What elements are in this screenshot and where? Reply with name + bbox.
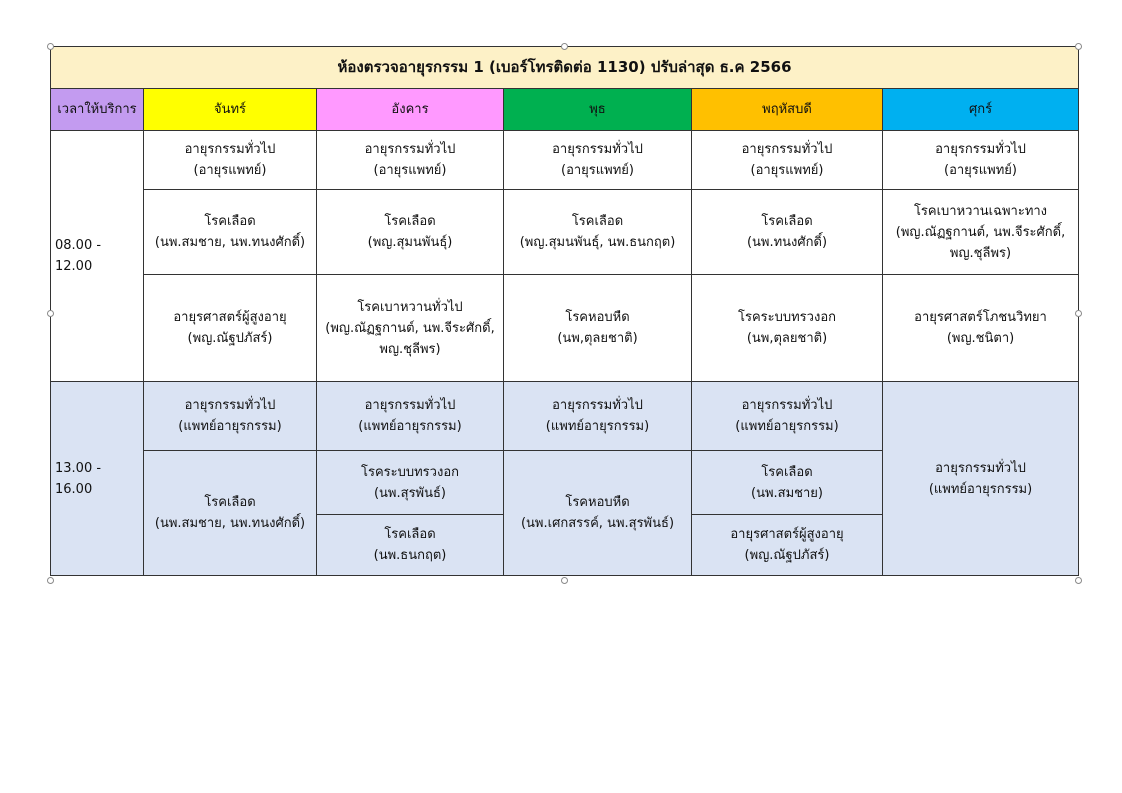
cell-line: (แพทย์อายุรกรรม)	[178, 419, 282, 434]
cell-line: พญ.ชุลีพร)	[949, 245, 1012, 261]
header-wednesday: พุธ	[504, 89, 692, 131]
cell-line: อายุรศาสตร์ผู้สูงอายุ	[730, 527, 844, 542]
cell-line: (อายุรแพทย์)	[944, 163, 1017, 178]
cell-line: (พญ.สุมนพันธุ์)	[367, 235, 453, 250]
cell-line: (พญ.ณัฏฐกานต์, นพ.จีระศักดิ์,	[895, 224, 1066, 240]
schedule-table	[50, 46, 1079, 576]
cell-line: อายุรกรรมทั่วไป	[741, 142, 833, 157]
pm-tue-3	[317, 515, 504, 576]
cell-line: (นพ.สมชาย, นพ.ทนงศักดิ์)	[154, 516, 306, 531]
am-thu-1	[692, 131, 883, 190]
cell-line: โรคเลือด	[204, 495, 256, 510]
resize-handle-tl[interactable]	[47, 43, 54, 50]
am-thu-2	[692, 190, 883, 275]
cell-line: อายุรกรรมทั่วไป	[552, 142, 643, 157]
cell-line: โรคเลือด	[761, 464, 813, 480]
am-wed-1	[504, 131, 692, 190]
cell-line: โรคระบบทรวงอก	[360, 464, 459, 480]
pm-thu-3	[692, 515, 883, 576]
cell-line: (อายุรแพทย์)	[373, 163, 447, 178]
am-mon-2	[144, 190, 317, 275]
cell-line: อายุรกรรมทั่วไป	[741, 398, 833, 413]
cell-line: อายุรกรรมทั่วไป	[364, 398, 456, 413]
cell-line: อายุรกรรมทั่วไป	[364, 142, 456, 157]
cell-line: (แพทย์อายุรกรรม)	[358, 419, 462, 434]
cell-line: (แพทย์อายุรกรรม)	[928, 481, 1033, 497]
pm-tue-1	[317, 382, 504, 451]
cell-line: (พญ.สุมนพันธุ์, นพ.ธนกฤต)	[519, 235, 676, 250]
cell-line: อายุรกรรมทั่วไป	[184, 398, 276, 413]
pm-thu-2	[692, 451, 883, 515]
time-afternoon: 13.00 - 16.00	[51, 382, 144, 576]
am-thu-3	[692, 275, 883, 382]
cell-line: อายุรกรรมทั่วไป	[552, 398, 643, 413]
am-wed-3	[504, 275, 692, 382]
pm-tue-2	[317, 451, 504, 515]
am-tue-2	[317, 190, 504, 275]
pm-mon-2	[144, 451, 317, 576]
cell-line: โรคเลือด	[384, 527, 436, 542]
pm-mon-1	[144, 382, 317, 451]
cell-line: อายุรกรรมทั่วไป	[184, 142, 276, 157]
pm-wed-1	[504, 382, 692, 451]
cell-line: (นพ,ตุลยชาติ)	[557, 331, 638, 346]
header-friday: ศุกร์	[883, 89, 1079, 131]
cell-line: (อายุรแพทย์)	[193, 163, 267, 178]
cell-line: อายุรกรรมทั่วไป	[935, 460, 1026, 476]
cell-line: (นพ.ธนกฤต)	[373, 548, 447, 563]
cell-line: (แพทย์อายุรกรรม)	[735, 419, 839, 434]
cell-line: อายุรศาสตร์โภชนวิทยา	[914, 310, 1047, 325]
cell-line: (นพ.สุรพันธ์)	[373, 485, 447, 501]
resize-handle-ml[interactable]	[47, 310, 54, 317]
cell-line: โรคเลือด	[761, 214, 813, 229]
page-title: ห้องตรวจอายุรกรรม 1 (เบอร์โทรติดต่อ 1130) ปรับล่าสุด ธ.ค 2566	[51, 47, 1079, 89]
am-tue-1	[317, 131, 504, 190]
header-tuesday: อังคาร	[317, 89, 504, 131]
pm-fri	[883, 382, 1079, 576]
cell-line: (นพ,ตุลยชาติ)	[746, 331, 828, 346]
cell-line: โรคเบาหวานทั่วไป	[357, 299, 463, 315]
cell-line: (นพ.ทนงศักดิ์)	[746, 235, 828, 250]
time-morning: 08.00 - 12.00	[51, 131, 144, 382]
header-row	[51, 89, 1079, 131]
resize-handle-tr[interactable]	[1075, 43, 1082, 50]
cell-line: (อายุรแพทย์)	[561, 163, 634, 178]
resize-handle-tm[interactable]	[561, 43, 568, 50]
header-time: เวลาให้บริการ	[51, 89, 144, 131]
am-mon-3	[144, 275, 317, 382]
cell-line: โรคเลือด	[384, 214, 436, 229]
cell-line: (พญ.ณัฐปภัสร์)	[744, 548, 830, 563]
cell-line: (พญ.ณัฏฐกานต์, นพ.จีระศักดิ์,	[325, 320, 495, 336]
cell-line: (นพ.สมชาย, นพ.ทนงศักดิ์)	[154, 235, 306, 250]
cell-line: (อายุรแพทย์)	[750, 163, 824, 178]
cell-line: โรคระบบทรวงอก	[737, 310, 836, 325]
cell-line: (พญ.ชนิตา)	[946, 331, 1015, 346]
cell-line: พญ.ชุลีพร)	[379, 341, 441, 357]
cell-line: (แพทย์อายุรกรรม)	[545, 419, 650, 434]
header-monday: จันทร์	[144, 89, 317, 131]
header-thursday: พฤหัสบดี	[692, 89, 883, 131]
am-wed-2	[504, 190, 692, 275]
am-fri-1	[883, 131, 1079, 190]
am-mon-1	[144, 131, 317, 190]
pm-thu-1	[692, 382, 883, 451]
pm-wed-2	[504, 451, 692, 576]
cell-line: โรคเบาหวานเฉพาะทาง	[913, 203, 1048, 219]
schedule-frame	[50, 46, 1078, 580]
cell-line: (นพ.เศกสรรค์, นพ.สุรพันธ์)	[520, 516, 675, 531]
cell-line: (นพ.สมชาย)	[751, 485, 823, 501]
am-fri-2	[883, 190, 1079, 275]
cell-line: โรคเลือด	[571, 214, 624, 229]
resize-handle-bm[interactable]	[561, 577, 568, 584]
resize-handle-mr[interactable]	[1075, 310, 1082, 317]
am-fri-3	[883, 275, 1079, 382]
cell-line: (พญ.ณัฐปภัสร์)	[187, 331, 273, 346]
cell-line: โรคหอบหืด	[565, 495, 630, 510]
cell-line: อายุรศาสตร์ผู้สูงอายุ	[173, 310, 287, 325]
resize-handle-bl[interactable]	[47, 577, 54, 584]
cell-line: โรคเลือด	[204, 214, 256, 229]
cell-line: โรคหอบหืด	[565, 310, 630, 325]
resize-handle-br[interactable]	[1075, 577, 1082, 584]
cell-line: อายุรกรรมทั่วไป	[935, 142, 1026, 157]
am-tue-3	[317, 275, 504, 382]
